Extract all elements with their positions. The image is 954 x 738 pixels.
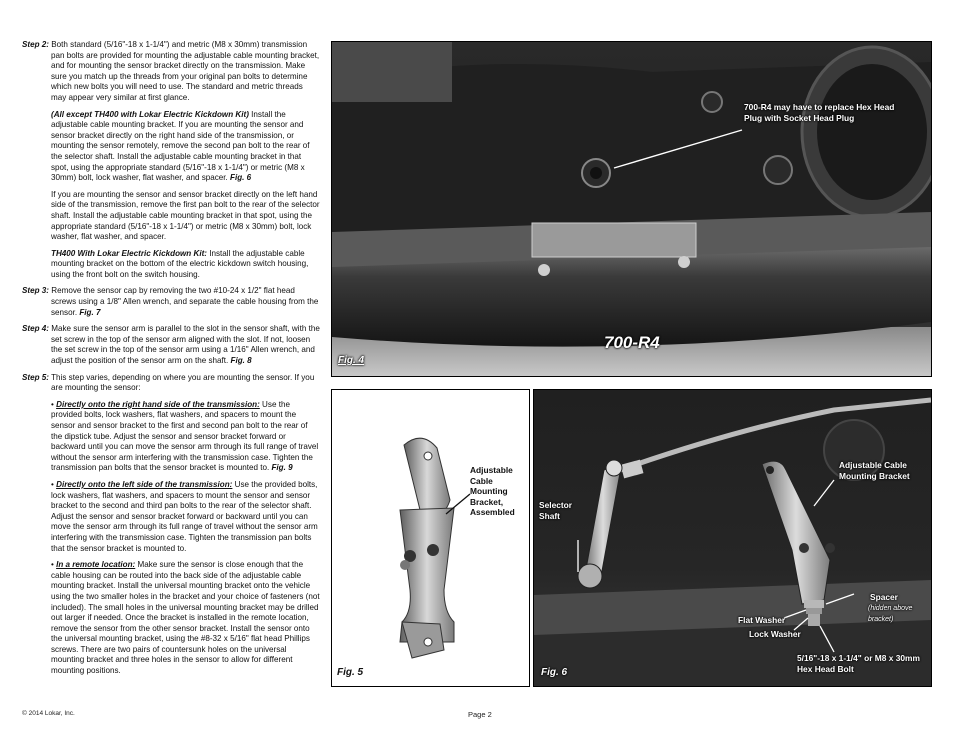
step-2-para-3-text: Install the adjustable cable mounting bracket on the bottom of the electric kickdown switch housing, using the front bolt on the switch housing. — [51, 248, 309, 279]
fig-6-ref: Fig. 6 — [230, 173, 252, 183]
step-5-bullet-2: • Directly onto the left side of the transmission: Use the provided bolts, lock washers, flat washers, and spacers to mount the sensor and sensor bracket to the second and third pan bolts to the rear of the selector shaft. Adjust the sensor and sensor bracket forward or backward until you can move the sensor arm through its full range of travel without the sensor arm interfering with the transmission case. Tighten the transmission pan bolts that the sensor bracket is mounted to. — [51, 479, 318, 553]
fig-6-flat-washer-label: Flat Washer — [738, 615, 786, 625]
fig-8-ref: Fig. 8 — [230, 356, 252, 366]
footer-page-number: Page 2 — [468, 710, 492, 719]
fig-6-caption: Fig. 6 — [541, 667, 568, 678]
step-5-text: This step varies, depending on where you are mounting the sensor. If you are mounting the sensor: — [51, 372, 315, 393]
fig-6-bracket-label: Adjustable Cable Mounting Bracket — [839, 460, 910, 481]
step-5-label: Step 5: — [22, 372, 49, 382]
fig-5-photo — [331, 389, 530, 687]
bracket-assembled-illustration — [332, 390, 529, 686]
step-2-para-1-text: Install the adjustable cable mounting bracket. If you are mounting the sensor and sensor bracket directly on the right hand side of the transmission, or mounting the sensor remotely, remove the second pan bolt to the rear of the selector shaft. Install the adjustable cable mounting bracket in that spot, using the appropriate standard (5/16"-18 x 1-1/4") or metric (M8 x 30mm) bolt, lock washer, flat washer, and spacer. — [51, 109, 310, 183]
fig-6-lock-washer-label: Lock Washer — [749, 629, 801, 639]
step-2-para-3-lead: TH400 With Lokar Electric Kickdown Kit: — [51, 248, 207, 258]
step-5-bullet-3-lead: In a remote location: — [56, 560, 136, 570]
step-2-para-2-text: If you are mounting the sensor and sensor bracket directly on the left hand side of the transmission, remove the first pan bolt to the rear of the selector shaft. Install the adjustable cable mounting bracket in that spot, using the appropriate standard (5/16"-18 x 1-1/4") or metric (M8 x 30mm) bolt, lock washer, flat washer, and spacer. — [51, 189, 320, 242]
step-5-bullet-1-text: Use the provided bolts, lock washers, flat washers, and spacers to mount the sensor and sensor bracket to the first and second pan bolt to the rear of the dipstick tube. Adjust the sensor and sensor bracket forward or backward until you can move the sensor arm through its full range of travel without the sensor arm interfering with the transmission case. Tighten the transmission pan bolts that the sensor bracket is mounted to. — [51, 399, 319, 473]
footer-copyright: © 2014 Lokar, Inc. — [22, 710, 75, 717]
instructions-column — [22, 40, 320, 683]
step-3 — [22, 286, 320, 318]
fig-6-selector-label: Selector Shaft — [539, 500, 573, 521]
fig-4-callout: 700-R4 may have to replace Hex Head Plug with Socket Head Plug — [744, 102, 895, 123]
step-5-bullet-2-lead: Directly onto the left side of the transmission: — [56, 479, 233, 489]
step-2-label: Step 2: — [22, 40, 49, 49]
step-2-para-1 — [22, 110, 320, 184]
bracket-installed-illustration — [534, 390, 931, 686]
step-5-bullet-2-text: Use the provided bolts, lock washers, flat washers, and spacers to mount the sensor and sensor bracket to the second and third pan bolts to the rear of the selector shaft. Adjust the sensor and sensor bracket forward or backward until you can move the sensor arm through its full range of travel without the sensor arm interfering with the transmission case. Tighten the transmission pan bolts that the sensor bracket is mounted to. — [51, 479, 318, 553]
fig-7-ref: Fig. 7 — [79, 307, 101, 317]
fig-5-caption: Fig. 5 — [337, 667, 364, 678]
step-2-para-3 — [22, 249, 320, 281]
fig-4-caption: Fig. 4 — [338, 355, 365, 366]
step-4-text: Make sure the sensor arm is parallel to the slot in the sensor shaft, with the set screw in the top of the sensor arm aligned with the slot. If not, loosen the set screw in the top of the sensor arm using a 1/16" Allen wrench, and adjust the position of the sensor arm on the shaft. — [51, 324, 320, 366]
fig-5-callout: Adjustable Cable Mounting Bracket, Assembled — [470, 465, 515, 518]
step-5-bullet-3-text: Make sure the sensor is close enough that the cable housing can be routed into the back side of the adjustable cable mounting bracket. Install the universal mounting bracket onto the vehicle using the two smaller holes in the bracket and your choice of fasteners (not included). The small holes in the universal mounting bracket may be drilled out larger if needed. Once the bracket is installed in the remote location, remove the sensor from the other sensor bracket. Install the sensor onto the universal mounting bracket, using the #8-32 x 5/16" flat head Phillips screws. There are two pairs of countersunk holes on the universal mounting bracket and three holes in the sensor to allow for different mounting positions. — [51, 560, 320, 676]
fig-9-ref: Fig. 9 — [271, 463, 293, 473]
step-2 — [22, 40, 320, 104]
step-5-bullet-1-lead: Directly onto the right hand side of the transmission: — [56, 399, 260, 409]
fig-6-spacer-note: (hidden above bracket) — [868, 605, 913, 623]
fig-4-title: 700-R4 — [604, 333, 660, 352]
fig-6-spacer-label: Spacer — [870, 592, 898, 602]
step-4-label: Step 4: — [22, 324, 49, 334]
fig-6-photo — [533, 389, 932, 687]
step-2-para-2 — [22, 190, 320, 243]
fig-4-photo — [331, 41, 932, 377]
step-4 — [22, 324, 320, 366]
step-3-text: Remove the sensor cap by removing the two #10-24 x 1/2" flat head screws using a 1/8" Allen wrench, and separate the cable housing from the sensor. — [51, 286, 319, 317]
step-5 — [22, 373, 320, 394]
step-2-para-1-lead: (All except TH400 with Lokar Electric Kickdown Kit) — [51, 109, 249, 119]
step-5-bullet-1: • Directly onto the right hand side of the transmission: Use the provided bolts, lock washers, flat washers, and spacers to mount the sensor and sensor bracket to the first and second pan bolt to the rear of the dipstick tube. Adjust the sensor and sensor bracket forward or backward until you can move the sensor arm through its full range of travel without the sensor arm interfering with the transmission case. Tighten the transmission pan bolts that the sensor bracket is mounted to. Fig. 9 — [51, 399, 319, 473]
step-2-text: Both standard (5/16"-18 x 1-1/4") and metric (M8 x 30mm) transmission pan bolts are provided for mounting the adjustable cable mounting bracket, and for mounting the sensor bracket directly on the transmission. Make sure you match up the threads from your original pan bolts to determine which new bolts you will need to use. The standard and metric threads may appear very similar at first glance. — [51, 40, 320, 102]
step-5-bullet-3: • In a remote location: Make sure the sensor is close enough that the cable housing can be routed into the back side of the adjustable cable mounting bracket. Install the universal mounting bracket onto the vehicle using the two smaller holes in the bracket and your choice of fasteners (not included). The small holes in the universal mounting bracket may be drilled out larger if needed. Once the bracket is installed in the remote location, remove the sensor from the other sensor bracket. Install the sensor onto the universal mounting bracket, using the #8-32 x 5/16" flat head Phillips screws. There are two pairs of countersunk holes on the universal mounting bracket and three holes in the sensor to allow for different mounting positions. — [51, 560, 320, 676]
step-3-label: Step 3: — [22, 286, 49, 296]
fig-6-bolt-label: 5/16"-18 x 1-1/4" or M8 x 30mm Hex Head Bolt — [797, 653, 920, 674]
transmission-pan-illustration — [332, 42, 931, 376]
